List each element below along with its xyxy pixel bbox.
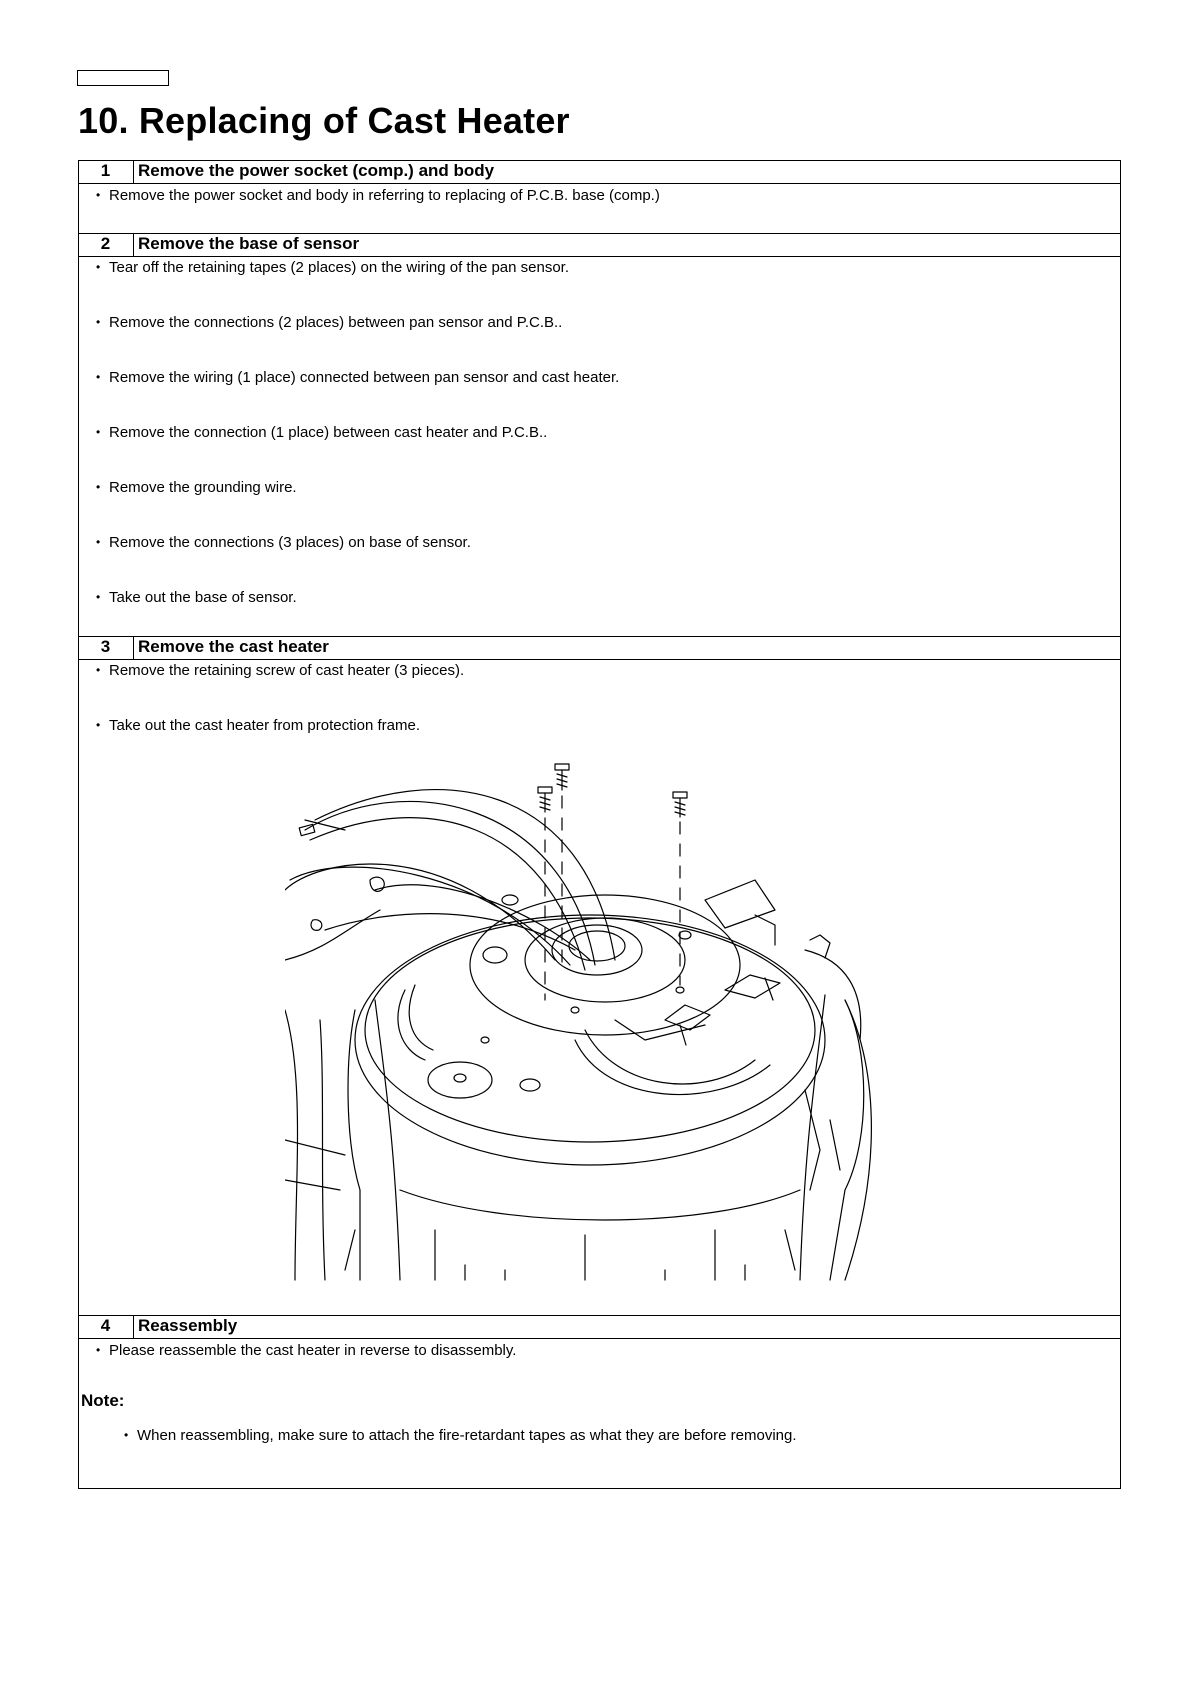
bullet-icon: • — [96, 260, 101, 274]
step-3-number: 3 — [78, 637, 134, 659]
bullet-icon: • — [96, 718, 101, 732]
step-1-header — [78, 160, 1121, 184]
page-title: 10. Replacing of Cast Heater — [78, 100, 570, 141]
step-2-bullet-5: • Remove the grounding wire. — [96, 479, 297, 496]
bullet-icon: • — [96, 590, 101, 604]
step-4-bullet-1: • Please reassemble the cast heater in reverse to disassembly. — [96, 1342, 517, 1359]
step-1-number: 1 — [78, 161, 134, 183]
step-2-bullet-1: • Tear off the retaining tapes (2 places) on the wiring of the pan sensor. — [96, 259, 570, 276]
document-tag-box — [77, 70, 169, 86]
step-1-bullet-1: • Remove the power socket and body in referring to replacing of P.C.B. base (comp.) — [96, 187, 660, 204]
step-2-bullet-4: • Remove the connection (1 place) between cast heater and P.C.B.. — [96, 424, 548, 441]
bullet-icon: • — [124, 1428, 129, 1442]
screw-icon — [555, 764, 569, 790]
step-4-number: 4 — [78, 1316, 134, 1338]
step-3-header — [78, 636, 1121, 660]
bullet-icon: • — [96, 480, 101, 494]
step-2-bullet-7: • Take out the base of sensor. — [96, 589, 297, 606]
step-2-bullet-3: • Remove the wiring (1 place) connected between pan sensor and cast heater. — [96, 369, 620, 386]
bullet-icon: • — [96, 535, 101, 549]
bullet-icon: • — [96, 663, 101, 677]
bullet-icon: • — [96, 425, 101, 439]
step-2-bullet-2: • Remove the connections (2 places) between pan sensor and P.C.B.. — [96, 314, 563, 331]
step-4-header — [78, 1315, 1121, 1339]
bullet-icon: • — [96, 370, 101, 384]
cast-heater-assembly-drawing-icon — [285, 760, 885, 1290]
note-item-1: • When reassembling, make sure to attach the fire-retardant tapes as what they are before removing. — [124, 1427, 797, 1444]
step-2-bullet-6: • Remove the connections (3 places) on base of sensor. — [96, 534, 471, 551]
bullet-icon: • — [96, 188, 101, 202]
bullet-icon: • — [96, 1343, 101, 1357]
step-3-bullet-2: • Take out the cast heater from protection frame. — [96, 717, 420, 734]
step-4-title: Reassembly — [138, 1316, 238, 1335]
bullet-icon: • — [96, 315, 101, 329]
step-1-title: Remove the power socket (comp.) and body — [138, 161, 495, 180]
step-2-number: 2 — [78, 234, 134, 256]
note-label: Note: — [81, 1391, 125, 1410]
step-3-title: Remove the cast heater — [138, 637, 329, 656]
step-2-title: Remove the base of sensor — [138, 234, 360, 253]
screw-icon — [673, 792, 687, 817]
screw-icon — [538, 787, 552, 812]
step-2-header — [78, 233, 1121, 257]
step-3-bullet-1: • Remove the retaining screw of cast heater (3 pieces). — [96, 662, 465, 679]
